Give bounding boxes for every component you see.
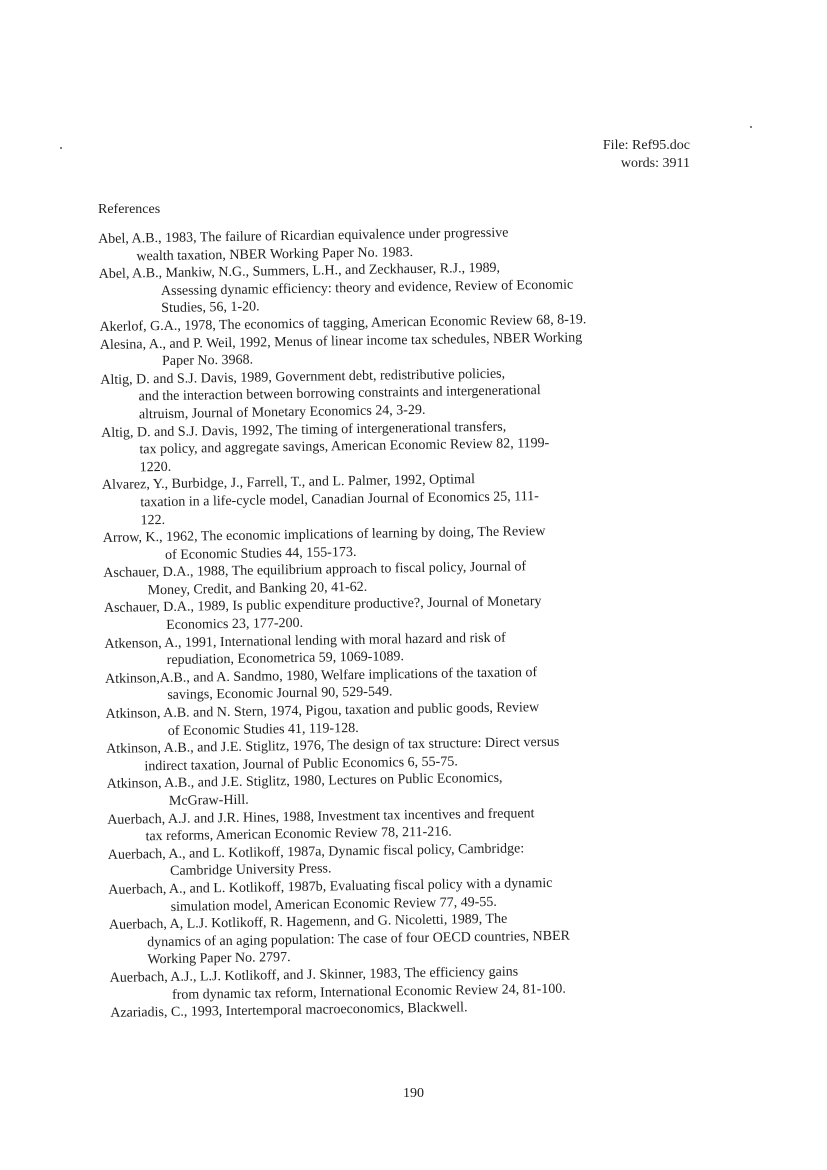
- reference-first-line: Atkinson, A.B., and J.E. Stiglitz, 1976, The design of tax structure: Direct versus: [106, 735, 560, 758]
- reference-continuation-line: tax policy, and aggregate savings, American Economic Review 82, 1199-: [139, 436, 550, 458]
- reference-first-line: Aschauer, D.A., 1988, The equilibrium approach to fiscal policy, Journal of: [103, 559, 527, 582]
- reference-continuation-line: savings, Economic Journal 90, 529-549.: [167, 684, 393, 704]
- reference-continuation-line: Assessing dynamic efficiency: theory and evidence, Review of Economic: [160, 277, 574, 299]
- reference-continuation-line: Working Paper No. 2797.: [147, 950, 291, 968]
- reference-continuation-line: of Economic Studies 41, 119-128.: [167, 720, 359, 739]
- reference-first-line: Arrow, K., 1962, The economic implications of learning by doing, The Review: [102, 524, 546, 547]
- reference-continuation-line: taxation in a life-cycle model, Canadian Journal of Economics 25, 111-: [140, 489, 539, 511]
- reference-entry: [100, 363, 671, 425]
- reference-first-line: Auerbach, A., and L. Kotlikoff, 1987a, Dynamic fiscal policy, Cambridge:: [107, 841, 525, 863]
- reference-continuation-line: indirect taxation, Journal of Public Economics 6, 55-75.: [144, 754, 458, 775]
- reference-continuation-line: Cambridge University Press.: [169, 861, 332, 880]
- reference-entry: [109, 908, 680, 970]
- scan-speck: [60, 147, 62, 149]
- reference-first-line: Auerbach, A, L.J. Kotlikoff, R. Hagemenn, and G. Nicoletti, 1989, The: [108, 911, 508, 934]
- reference-first-line: Atkinson,A.B., and A. Sandmo, 1980, Welfare implications of the taxation of: [104, 665, 538, 687]
- reference-first-line: Alesina, A., and P. Weil, 1992, Menus of linear income tax schedules, NBER Working: [99, 329, 583, 353]
- reference-continuation-line: of Economic Studies 44, 155-173.: [164, 544, 357, 563]
- reference-first-line: Atkinson, A.B., and J.E. Stiglitz, 1980, Lectures on Public Economics,: [106, 771, 503, 793]
- reference-continuation-line: 1220.: [139, 459, 172, 476]
- reference-first-line: Azariadis, C., 1993, Intertemporal macroeconomics, Blackwell.: [110, 1000, 468, 1022]
- reference-continuation-line: altruism, Journal of Monetary Economics 24, 3-29.: [138, 402, 426, 423]
- reference-first-line: Alvarez, Y., Burbidge, J., Farrell, T., and L. Palmer, 1992, Optimal: [101, 472, 476, 494]
- word-count-line: words: 3911: [620, 156, 690, 171]
- reference-first-line: Auerbach, A.J., L.J. Kotlikoff, and J. Skinner, 1983, The efficiency gains: [109, 964, 519, 986]
- reference-continuation-line: Economics 23, 177-200.: [166, 615, 304, 634]
- reference-first-line: Atkinson, A.B. and N. Stern, 1974, Pigou, taxation and public goods, Review: [105, 700, 540, 722]
- reference-continuation-line: repudiation, Econometrica 59, 1069-1089.: [166, 649, 405, 669]
- reference-first-line: Altig, D. and S.J. Davis, 1992, The timing of intergenerational transfers,: [101, 419, 507, 441]
- reference-first-line: Atkenson, A., 1991, International lending with moral hazard and risk of: [104, 630, 506, 652]
- reference-first-line: Altig, D. and S.J. Davis, 1989, Government debt, redistributive policies,: [100, 366, 506, 388]
- file-name-line: File: Ref95.doc: [602, 138, 690, 153]
- reference-first-line: Abel, A.B., Mankiw, N.G., Summers, L.H., and Zeckhauser, R.J., 1989,: [98, 260, 501, 283]
- reference-first-line: Auerbach, A., and L. Kotlikoff, 1987b, Evaluating fiscal policy with a dynamic: [108, 875, 553, 898]
- reference-continuation-line: 122.: [140, 512, 166, 528]
- reference-continuation-line: from dynamic tax reform, International Economic Review 24, 81-100.: [171, 981, 566, 1003]
- reference-continuation-line: McGraw-Hill.: [168, 792, 249, 809]
- scan-speck: [750, 126, 752, 128]
- reference-continuation-line: simulation model, American Economic Review 77, 49-55.: [170, 894, 497, 915]
- reference-first-line: Akerlof, G.A., 1978, The economics of tagging, American Economic Review 68, 8-19.: [99, 312, 587, 335]
- reference-first-line: Aschauer, D.A., 1989, Is public expenditure productive?, Journal of Monetary: [103, 594, 542, 617]
- reference-entry: [99, 257, 670, 319]
- page-number: 190: [403, 1086, 424, 1101]
- reference-continuation-line: and the interaction between borrowing constraints and intergenerational: [138, 383, 541, 405]
- reference-continuation-line: tax reforms, American Economic Review 78, 211-216.: [145, 824, 452, 845]
- reference-continuation-line: Money, Credit, and Banking 20, 41-62.: [147, 579, 368, 599]
- references-heading: References: [98, 202, 161, 217]
- reference-list: [98, 222, 680, 1023]
- reference-first-line: Abel, A.B., 1983, The failure of Ricardian equivalence under progressive: [98, 225, 509, 247]
- reference-continuation-line: Paper No. 3968.: [161, 352, 254, 370]
- reference-continuation-line: Studies, 56, 1-20.: [161, 299, 260, 317]
- reference-first-line: Auerbach, A.J. and J.R. Hines, 1988, Investment tax incentives and frequent: [107, 805, 535, 828]
- reference-entry: [102, 468, 673, 530]
- reference-continuation-line: dynamics of an aging population: The case of four OECD countries, NBER: [147, 928, 571, 951]
- reference-continuation-line: wealth taxation, NBER Working Paper No. 1983.: [136, 244, 414, 264]
- file-info: [603, 137, 690, 173]
- reference-entry: [101, 416, 672, 478]
